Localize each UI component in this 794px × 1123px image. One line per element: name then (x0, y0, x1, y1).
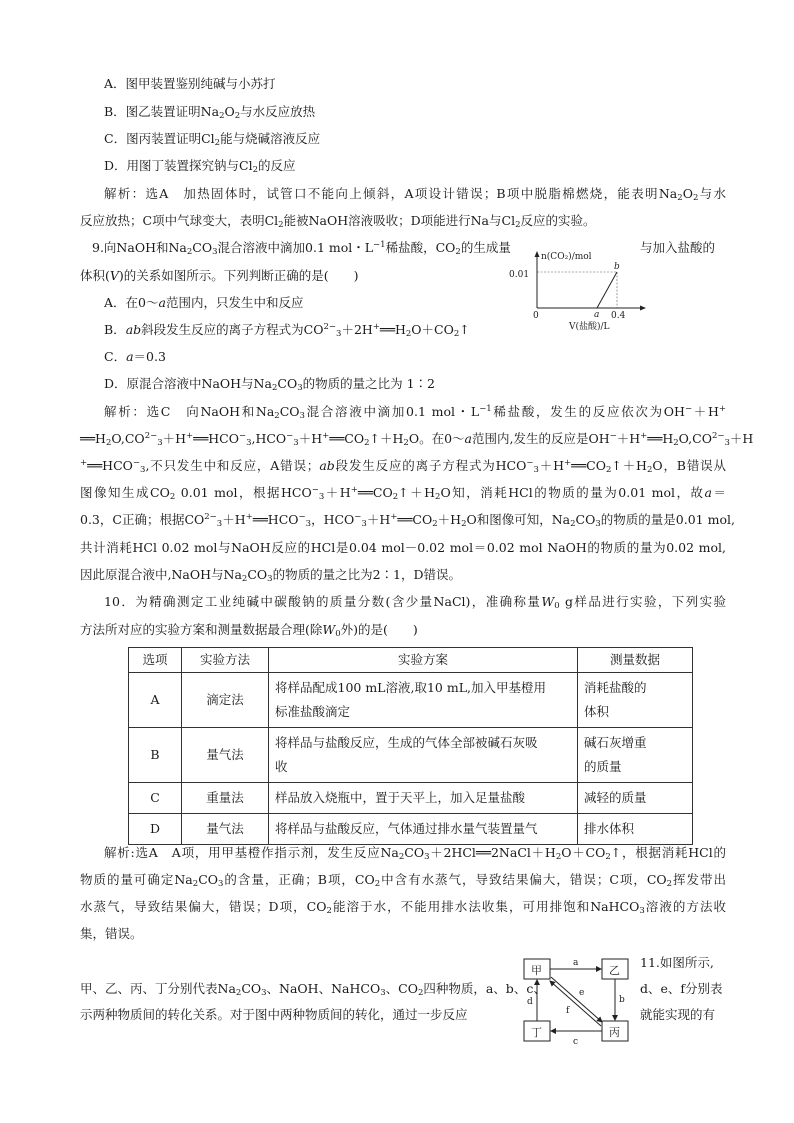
q11-stem-left1: 甲、乙、丙、丁分别代表$Na_2CO_3$、NaOH、NaHCO$_3$、$CO_2$四种物质，a、b、c、 (80, 981, 546, 998)
q9-explanation-line3: $^+══HCO^-_3$,不只发生中和反应，A错误；ab段发生反应的离子方程式为$HCO^-_3+H^+══CO_2↑+H_2O$，B错误从 (80, 458, 726, 475)
q10-explanation-line3: 水蒸气，导致结果偏大，错误；D项，$CO_2$能溶于水，不能用排水法收集，可用排饱和NaHCO$_3$溶液的方法收 (80, 899, 726, 916)
table-row (129, 814, 693, 845)
table-cell-plan: 将样品配成100 mL溶液,取10 mL,加入甲基橙用 标准盐酸滴定 (269, 673, 578, 728)
origin-label: 0 (533, 311, 539, 321)
table-cell-option: B (129, 728, 182, 783)
transformation-diagram (522, 955, 634, 1047)
node-ding: 丁 (531, 1026, 542, 1039)
q11-stem-right3: 就能实现的有 (640, 1007, 716, 1022)
experiment-table (128, 647, 693, 845)
point-a-label: a (594, 310, 600, 320)
edge-c-label: c (573, 1037, 579, 1047)
table-cell-data: 碱石灰增重 的质量 (578, 728, 693, 783)
table-cell-data: 消耗盐酸的 体积 (578, 673, 693, 728)
q9-option-b: B．ab斜段发生反应的离子方程式为$CO^{2-}_3+2H^+══H_2O+CO_2↑$ (104, 322, 470, 339)
x-tick-label: 0.4 (611, 311, 626, 321)
edge-a-label: a (573, 958, 579, 968)
table-cell-method: 重量法 (182, 783, 269, 814)
q10-explanation-line4: 集，错误。 (80, 926, 143, 941)
point-b-label: b (614, 262, 620, 272)
node-jia: 甲 (531, 964, 542, 977)
table-header-cell: 实验方案 (269, 648, 578, 673)
edge-f-arrow (550, 981, 601, 1026)
q8-option-c: C．图丙装置证明$Cl_2$能与烧碱溶液反应 (104, 131, 321, 148)
table-cell-data: 排水体积 (578, 814, 693, 845)
q8-option-a: A．图甲装置鉴别纯碱与小苏打 (104, 76, 276, 91)
table-row (129, 673, 693, 728)
q9-explanation-line1: 解析：选C 向NaOH和$Na_2CO_3$混合溶液中滴加0.1 mol・$L^{-1}$稀盐酸，发生的反应依次为OH−＋H+ (104, 404, 727, 421)
table-header-cell: 测量数据 (578, 648, 693, 673)
co2-volume-graph (507, 248, 647, 332)
q9-explanation-line4: 图像知生成$CO_2$ 0.01 mol，根据$HCO^-_3+H^+══CO_2↑+H_2O$知，消耗HCl的物质的量为0.01 mol，故a＝ (80, 485, 727, 502)
q8-option-b: B．图乙装置证明$Na_2O_2$与水反应放热 (104, 104, 316, 121)
q9-stem-line1-tail: 与加入盐酸的 (640, 240, 716, 255)
y-tick-label: 0.01 (509, 270, 530, 280)
q10-explanation-line2: 物质的量可确定$Na_2CO_3$的含量，正确；B项，$CO_2$中含有水蒸气，导致结果偏大，错误；C项，$CO_2$挥发带出 (80, 872, 727, 889)
q8-explanation-line1: 解析：选A 加热固体时，试管口不能向上倾斜，A项设计错误；B项中脱脂棉燃烧，能表明$Na_2O_2$与水 (104, 186, 726, 203)
table-header-row (129, 648, 693, 673)
table-cell-option: A (129, 673, 182, 728)
edge-e-arrow (551, 977, 602, 1022)
table-cell-option: D (129, 814, 182, 845)
q8-explanation-line2: 反应放热；C项中气球变大，表明$Cl_2$能被NaOH溶液吸收；D项能进行Na与$Cl_2$反应的实验。 (80, 213, 596, 230)
table-row (129, 728, 693, 783)
q9-explanation-line2: $══H_2O,CO^{2-}_3+H^+══HCO^-_3,HCO^-_3+H^+══CO_2↑+H_2O$。在0～a范围内,发生的反应是$OH^-+H^+══H_2O,CO^{2-}_3+H$ (80, 431, 754, 448)
y-axis-arrow (535, 251, 540, 257)
edge-e-label: e (579, 988, 585, 998)
edge-f-label: f (566, 1006, 570, 1016)
table-cell-method: 量气法 (182, 814, 269, 845)
q11-stem-left2: 示两种物质间的转化关系。对于图中两种物质间的转化，通过一步反应 (80, 1007, 468, 1022)
node-bing: 丙 (609, 1026, 620, 1039)
table-cell-option: C (129, 783, 182, 814)
q11-stem-right2: d、e、f分别表 (640, 981, 723, 996)
table-cell-plan: 将样品与盐酸反应，生成的气体全部被碱石灰吸 收 (269, 728, 578, 783)
q9-option-a: A．在0～a范围内，只发生中和反应 (104, 295, 304, 310)
x-axis-label: V(盐酸)/L (569, 322, 610, 332)
q9-explanation-line5: 0.3，C正确；根据$CO^{2-}_3+H^+══HCO^-_3$，$HCO^-_3+H^+══CO_2+H_2O$和图像可知，$Na_2CO_3$的物质的量是0.01 mol, (80, 512, 735, 529)
q11-stem-right1: 11.如图所示, (640, 955, 714, 970)
node-yi: 乙 (609, 964, 620, 977)
table-cell-plan: 将样品与盐酸反应，气体通过排水量气装置量气 (269, 814, 578, 845)
q8-option-d: D．用图丁装置探究钠与$Cl_2$的反应 (104, 158, 296, 175)
q9-explanation-line7: 因此原混合液中,NaOH与$Na_2CO_3$的物质的量之比为2∶1，D错误。 (80, 567, 461, 584)
edge-b-label: b (619, 995, 625, 1005)
table-cell-method: 滴定法 (182, 673, 269, 728)
table-cell-method: 量气法 (182, 728, 269, 783)
x-axis-arrow (640, 306, 646, 311)
table-header-cell: 选项 (129, 648, 182, 673)
q9-stem-line1: 9.向NaOH和$Na_2CO_3$混合溶液中滴加0.1 mol・$L^{-1}$稀盐酸，$CO_2$的生成量 (92, 240, 511, 257)
q9-option-d: D．原混合溶液中NaOH与$Na_2CO_3$的物质的量之比为 1∶2 (104, 376, 435, 393)
table-row (129, 783, 693, 814)
q10-stem-line2: 方法所对应的实验方案和测量数据最合理(除$W_0$外)的是( ) (80, 622, 418, 639)
table-cell-data: 减轻的质量 (578, 783, 693, 814)
table-cell-plan: 样品放入烧瓶中，置于天平上，加入足量盐酸 (269, 783, 578, 814)
q9-explanation-line6: 共计消耗HCl 0.02 mol与NaOH反应的HCl是0.04 mol－0.02 mol＝0.02 mol NaOH的物质的量为0.02 mol, (80, 540, 726, 555)
q10-stem-line1: 10．为精确测定工业纯碱中碳酸钠的质量分数(含少量NaCl)，准确称量$W_0$ g样品进行实验，下列实验 (104, 594, 726, 611)
q9-stem-line2: 体积(V)的关系如图所示。下列判断正确的是( ) (80, 268, 359, 283)
co2-series-line (537, 272, 617, 308)
table-header-cell: 实验方法 (182, 648, 269, 673)
y-axis-label: n(CO₂)/mol (541, 252, 592, 262)
q10-explanation-line1: 解析:选A A项，用甲基橙作指示剂，发生反应$Na_2CO_3+2HCl══2NaCl+H_2O+CO_2↑$，根据消耗HCl的 (104, 845, 726, 862)
edge-d-label: d (527, 997, 533, 1007)
q9-option-c: C．a＝0.3 (104, 349, 166, 364)
